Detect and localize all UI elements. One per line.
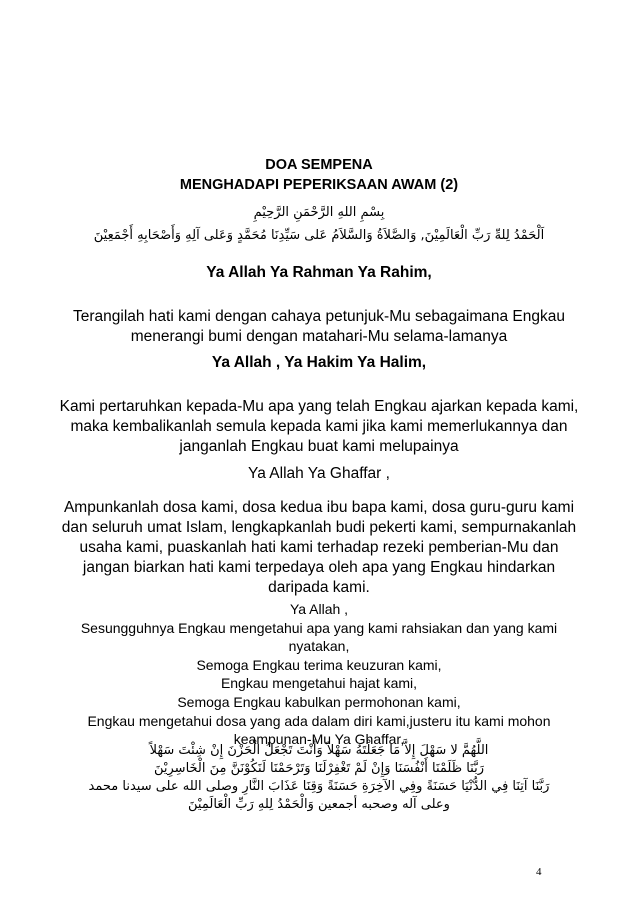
paragraph-2 [20,397,618,457]
invocation-2: Ya Allah , Ya Hakim Ya Halim, [211,354,427,371]
paragraph-line: menerangi bumi dengan matahari-Mu selama-lamanya [130,328,508,345]
paragraph-3 [20,498,618,598]
invocation-3: Ya Allah Ya Ghaffar , [248,465,390,482]
paragraph-line: daripada kami. [268,579,370,596]
invocation-1: Ya Allah Ya Rahman Ya Rahim, [206,264,432,281]
paragraph-line: Ya Allah , [289,601,349,617]
paragraph-line: Semoga Engkau kabulkan permohonan kami, [177,693,461,710]
paragraph-line: nyatakan, [288,638,350,655]
paragraph-line: Kami pertaruhkan kepada-Mu apa yang telah Engkau ajarkan kepada kami, [59,398,579,415]
paragraph-line: Engkau mengetahui hajat kami, [220,675,418,692]
arabic-dua-line: رَبَّنَا آتِنَا فِي الدُّنْيَا حَسَنَةً وفِي الآخِرَةِ حَسَنَةً وَقِنَا عَذَابَ النَّارِ وصلى الله على سيدنا محمد [88,779,550,794]
paragraph-line: Engkau mengetahui dosa yang ada dalam diri kami,justeru itu kami mohon [87,712,551,729]
arabic-hamd: اَلْحَمْدُ لِلهِّ رَبِّ الْعَالَمِيْنَ, وَالصَّلاَةُ وَالسَّلاَمُ عَلى سَيِّدِنَا مُحَمَّدٍ وَعَلى آلِهِ وَأَصْحَابِهِ أَجْمَعِيْنَ [93,228,545,243]
paragraph-line: Terangilah hati kami dengan cahaya petunjuk-Mu sebagaimana Engkau [72,308,566,325]
doc-title-line2: MENGHADAPI PEPERIKSAAN AWAM (2) [179,177,459,193]
paragraph-line: dan seluruh umat Islam, lengkapkanlah budi pekerti kami, sempurnakanlah [61,519,577,536]
paragraph-4 [20,600,618,749]
paragraph-line: jangan biarkan hati kami terpedaya oleh apa yang Engkau hindarkan [82,559,556,576]
arabic-dua-line: رَبَّنَا ظَلَمْنَا أَنْفُسَنَا وَإِنْ لَمْ تَغْفِرْلَنَا وَتَرْحَمْنَا لَنَكُوْنَنَّ مِنَ الْخَاسِرِيْنَ [153,761,484,776]
paragraph-line: Ampunkanlah dosa kami, dosa kedua ibu bapa kami, dosa guru-guru kami [63,499,575,516]
paragraph-1 [20,307,618,347]
paragraph-line: Sesungguhnya Engkau mengetahui apa yang kami rahsiakan dan yang kami [80,619,558,636]
paragraph-line: janganlah Engkau buat kami melupainya [179,438,459,455]
paragraph-line: usaha kami, puaskanlah hati kami terhadap rezeki pemberian-Mu dan [79,539,559,556]
arabic-basmalah: بِسْمِ اللهِ الرَّحْمَنِ الرَّحِيْمِ [253,205,385,220]
doc-title-line1: DOA SEMPENA [265,157,373,173]
arabic-closing-dua [20,742,618,814]
arabic-dua-line: اللَّهُمَّ لا سَهْلَ إِلاَّ مَا جَعَلْتَهُ سَهْلاً وَأَنْتَ تَجْعَلُ الْحَزْنَ إِنْ شِئْتَ سَهْلاً [149,743,489,758]
paragraph-line: keampunan-Mu Ya Ghaffar, [233,731,405,748]
paragraph-line: Semoga Engkau terima keuzuran kami, [196,656,442,673]
page-number: 4 [536,866,542,878]
paragraph-line: maka kembalikanlah semula kepada kami jika kami memerlukannya dan [70,418,568,435]
arabic-dua-line: وعلى آله وصحبه أجمعين وَالْحَمْدُ لِلهِ رَبِّ الْعَالَمِيْنَ [188,797,450,812]
